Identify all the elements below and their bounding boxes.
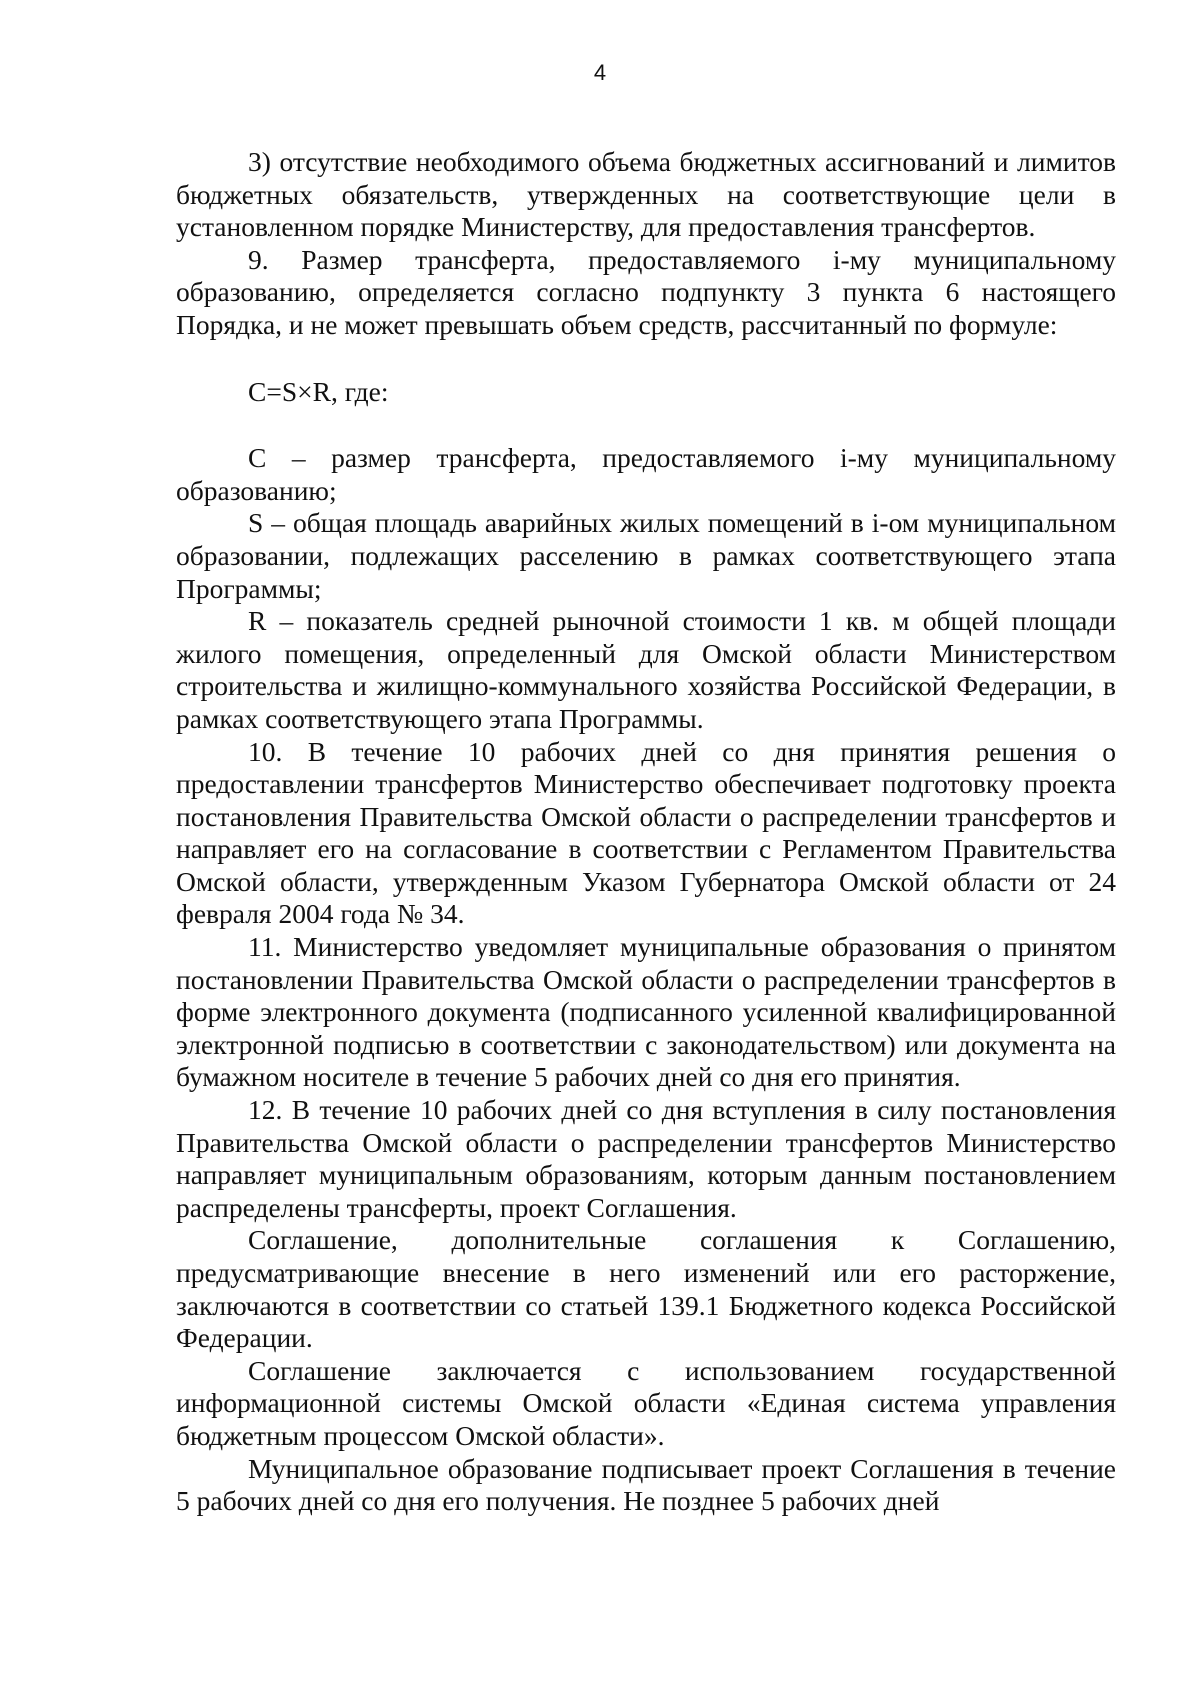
- paragraph-item-12: 12. В течение 10 рабочих дней со дня вступления в силу постановления Правительства Омской области о распределении трансфертов Министерство направляет муниципальным образованиям, которым данным постановлением распределены трансферты, проект Соглашения.: [176, 1094, 1116, 1223]
- paragraph-agreement-system: Соглашение заключается с использованием государственной информационной системы Омской области «Единая система управления бюджетным процессом Омской области».: [176, 1354, 1116, 1451]
- paragraph-agreement-signing: Муниципальное образование подписывает проект Соглашения в течение 5 рабочих дней со дня его получения. Не позднее 5 рабочих дней: [176, 1452, 1116, 1517]
- definition-r: R – показатель средней рыночной стоимости 1 кв. м общей площади жилого помещения, определенный для Омской области Министерством строительства и жилищно-коммунального хозяйства Российской Федерации, в рамках соответствующего этапа Программы.: [176, 605, 1116, 734]
- paragraph-item-9: 9. Размер трансферта, предоставляемого i-му муниципальному образованию, определяется согласно подпункту 3 пункта 6 настоящего Порядка, и не может превышать объем средств, рассчитанный по формуле:: [176, 243, 1116, 340]
- paragraph-item-3: 3) отсутствие необходимого объема бюджетных ассигнований и лимитов бюджетных обязательств, утвержденных на соответствующие цели в установленном порядке Министерству, для предоставления трансфертов.: [176, 146, 1116, 243]
- page-number: 4: [593, 60, 607, 85]
- paragraph-item-10: 10. В течение 10 рабочих дней со дня принятия решения о предоставлении трансфертов Министерство обеспечивает подготовку проекта постановления Правительства Омской области о распределении трансфертов и направляет его на согласование в соответствии с Регламентом Правительства Омской области, утвержденным Указом Губернатора Омской области от 24 февраля 2004 года № 34.: [176, 735, 1116, 930]
- document-body: [176, 146, 1116, 1518]
- formula: C=S×R, где:: [248, 375, 389, 407]
- definition-c: C – размер трансферта, предоставляемого i-му муниципальному образованию;: [176, 442, 1116, 506]
- paragraph-item-11: 11. Министерство уведомляет муниципальные образования о принятом постановлении Правительства Омской области о распределении трансфертов в форме электронного документа (подписанного усиленной квалифицированной электронной подписью в соответствии с законодательством) или документа на бумажном носителе в течение 5 рабочих дней со дня его принятия.: [176, 931, 1116, 1093]
- paragraph-agreement-amendments: Соглашение, дополнительные соглашения к Соглашению, предусматривающие внесение в него изменений или его расторжение, заключаются в соответствии со статьей 139.1 Бюджетного кодекса Российской Федерации.: [176, 1224, 1116, 1354]
- definition-s: S – общая площадь аварийных жилых помещений в i-ом муниципальном образовании, подлежащих расселению в рамках соответствующего этапа Программы;: [176, 507, 1116, 604]
